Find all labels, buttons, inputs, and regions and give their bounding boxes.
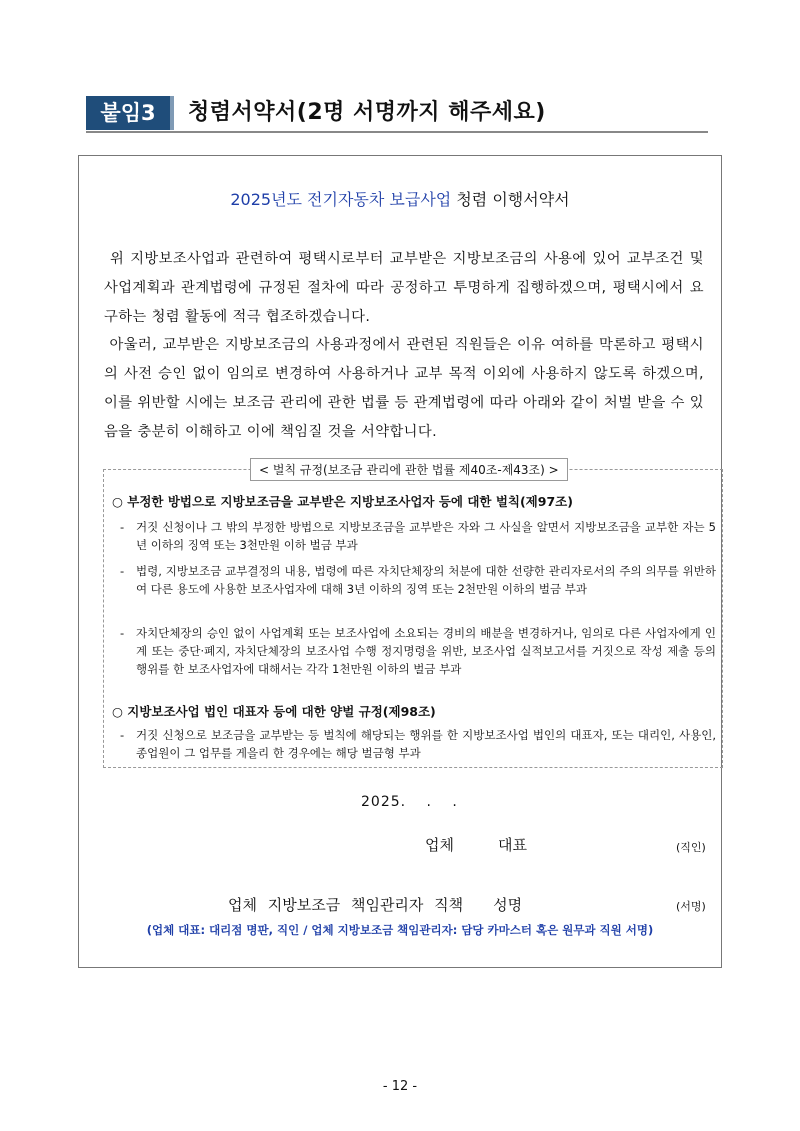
pledge-paragraph-1 xyxy=(104,245,704,332)
company-label: 업체 xyxy=(425,836,454,854)
bullet-dash: - xyxy=(120,564,125,578)
pledge-paragraph-2-text: 아울러, 교부받은 지방보조금의 사용과정에서 관련된 직원들은 이유 여하를 막론하고 평택시의 사전 승인 없이 임의로 변경하여 사용하거나 교부 목적 이외에 사용하지 않도록 하겠으며, 이를 위반할 시에는 보조금 관리에 관한 법률 등 관계법령에 따라 아래와 같이 처벌 받을 수 있음을 충분히 이해하고 이에 책임질 것을 서약합니다. xyxy=(104,337,705,440)
rule-item xyxy=(120,726,716,762)
pledge-paragraph-1-text: 위 지방보조사업과 관련하여 평택시로부터 교부받은 지방보조금의 사용에 있어 교부조건 및 사업계획과 관계법령에 규정된 절차에 따라 공정하고 투명하게 집행하겠으며, 평택시에서 요구하는 청렴 활동에 적극 협조하겠습니다. xyxy=(104,251,704,325)
rule-item-text: 거짓 신청으로 보조금을 교부받는 등 벌칙에 해당되는 행위를 한 지방보조사업 법인의 대표자, 또는 대리인, 사용인, 종업원이 그 업무를 게을리 한 경우에는 해당 벌금형 부과 xyxy=(136,728,716,760)
attachment-tag: 붙임3 xyxy=(86,96,174,130)
signature-note: (업체 대표: 대리점 명판, 직인 / 업체 지방보조금 책임관리자: 담당 카마스터 혹은 원무과 직원 서명) xyxy=(146,923,654,937)
rule-item xyxy=(120,624,716,678)
rule-item-text: 법령, 지방보조금 교부결정의 내용, 법령에 따른 자치단체장의 처분에 대한 선량한 관리자로서의 주의 의무를 위반하여 다른 용도에 사용한 보조사업자에 대해 3년 이하의 징역 또는 2천만원 이하의 벌금 부과 xyxy=(136,564,716,596)
manager-name-label: 성명 xyxy=(493,896,523,914)
document-title-program: 2025년도 전기자동차 보급사업 xyxy=(230,190,452,209)
document-title xyxy=(79,187,721,210)
signature-label: (서명) xyxy=(676,900,706,913)
rule-heading-97: ○ 부정한 방법으로 지방보조금을 교부받은 지방보조사업자 등에 대한 벌칙(제97조) xyxy=(112,494,573,509)
rule-item xyxy=(120,562,716,598)
penalty-rules-box xyxy=(103,463,723,768)
page-number: - 12 - xyxy=(382,1079,418,1094)
header-underline xyxy=(86,131,708,133)
ceo-label: 대표 xyxy=(497,836,527,854)
penalty-rules-title: < 벌칙 규정(보조금 관리에 관한 법률 제40조-제43조) > xyxy=(250,458,568,481)
company-ceo-line xyxy=(425,834,527,855)
rule-item xyxy=(120,518,716,554)
page-title: 청렴서약서(2명 서명까지 해주세요) xyxy=(188,100,546,125)
bullet-dash: - xyxy=(120,520,125,534)
bullet-dash: - xyxy=(120,626,125,640)
section-header xyxy=(86,96,708,132)
rule-item-text: 거짓 신청이나 그 밖의 부정한 방법으로 지방보조금을 교부받은 자와 그 사실을 알면서 지방보조금을 교부한 자는 5년 이하의 징역 또는 3천만원 이하 벌금 부과 xyxy=(136,520,716,552)
rule-heading-98: ○ 지방보조사업 법인 대표자 등에 대한 양벌 규정(제98조) xyxy=(112,704,436,719)
document-title-suffix: 청렴 이행서약서 xyxy=(451,190,570,209)
pledge-date: 2025. . . xyxy=(361,794,458,810)
pledge-box xyxy=(78,155,722,968)
pledge-paragraph-2 xyxy=(104,331,704,447)
manager-line xyxy=(228,894,522,915)
bullet-dash: - xyxy=(120,728,125,742)
manager-position-label: 업체 지방보조금 책임관리자 직책 xyxy=(228,896,464,914)
seal-label: (직인) xyxy=(676,841,706,854)
rule-item-text: 자치단체장의 승인 없이 사업계획 또는 보조사업에 소요되는 경비의 배분을 변경하거나, 임의로 다른 사업자에게 인계 또는 중단·폐지, 자치단체장의 보조사업 수행 정지명령을 위반, 보조사업 실적보고서를 거짓으로 작성 제출 등의 행위를 한 보조사업자에 대해서는 각각 1천만원 이하의 벌금 부과 xyxy=(136,626,716,676)
